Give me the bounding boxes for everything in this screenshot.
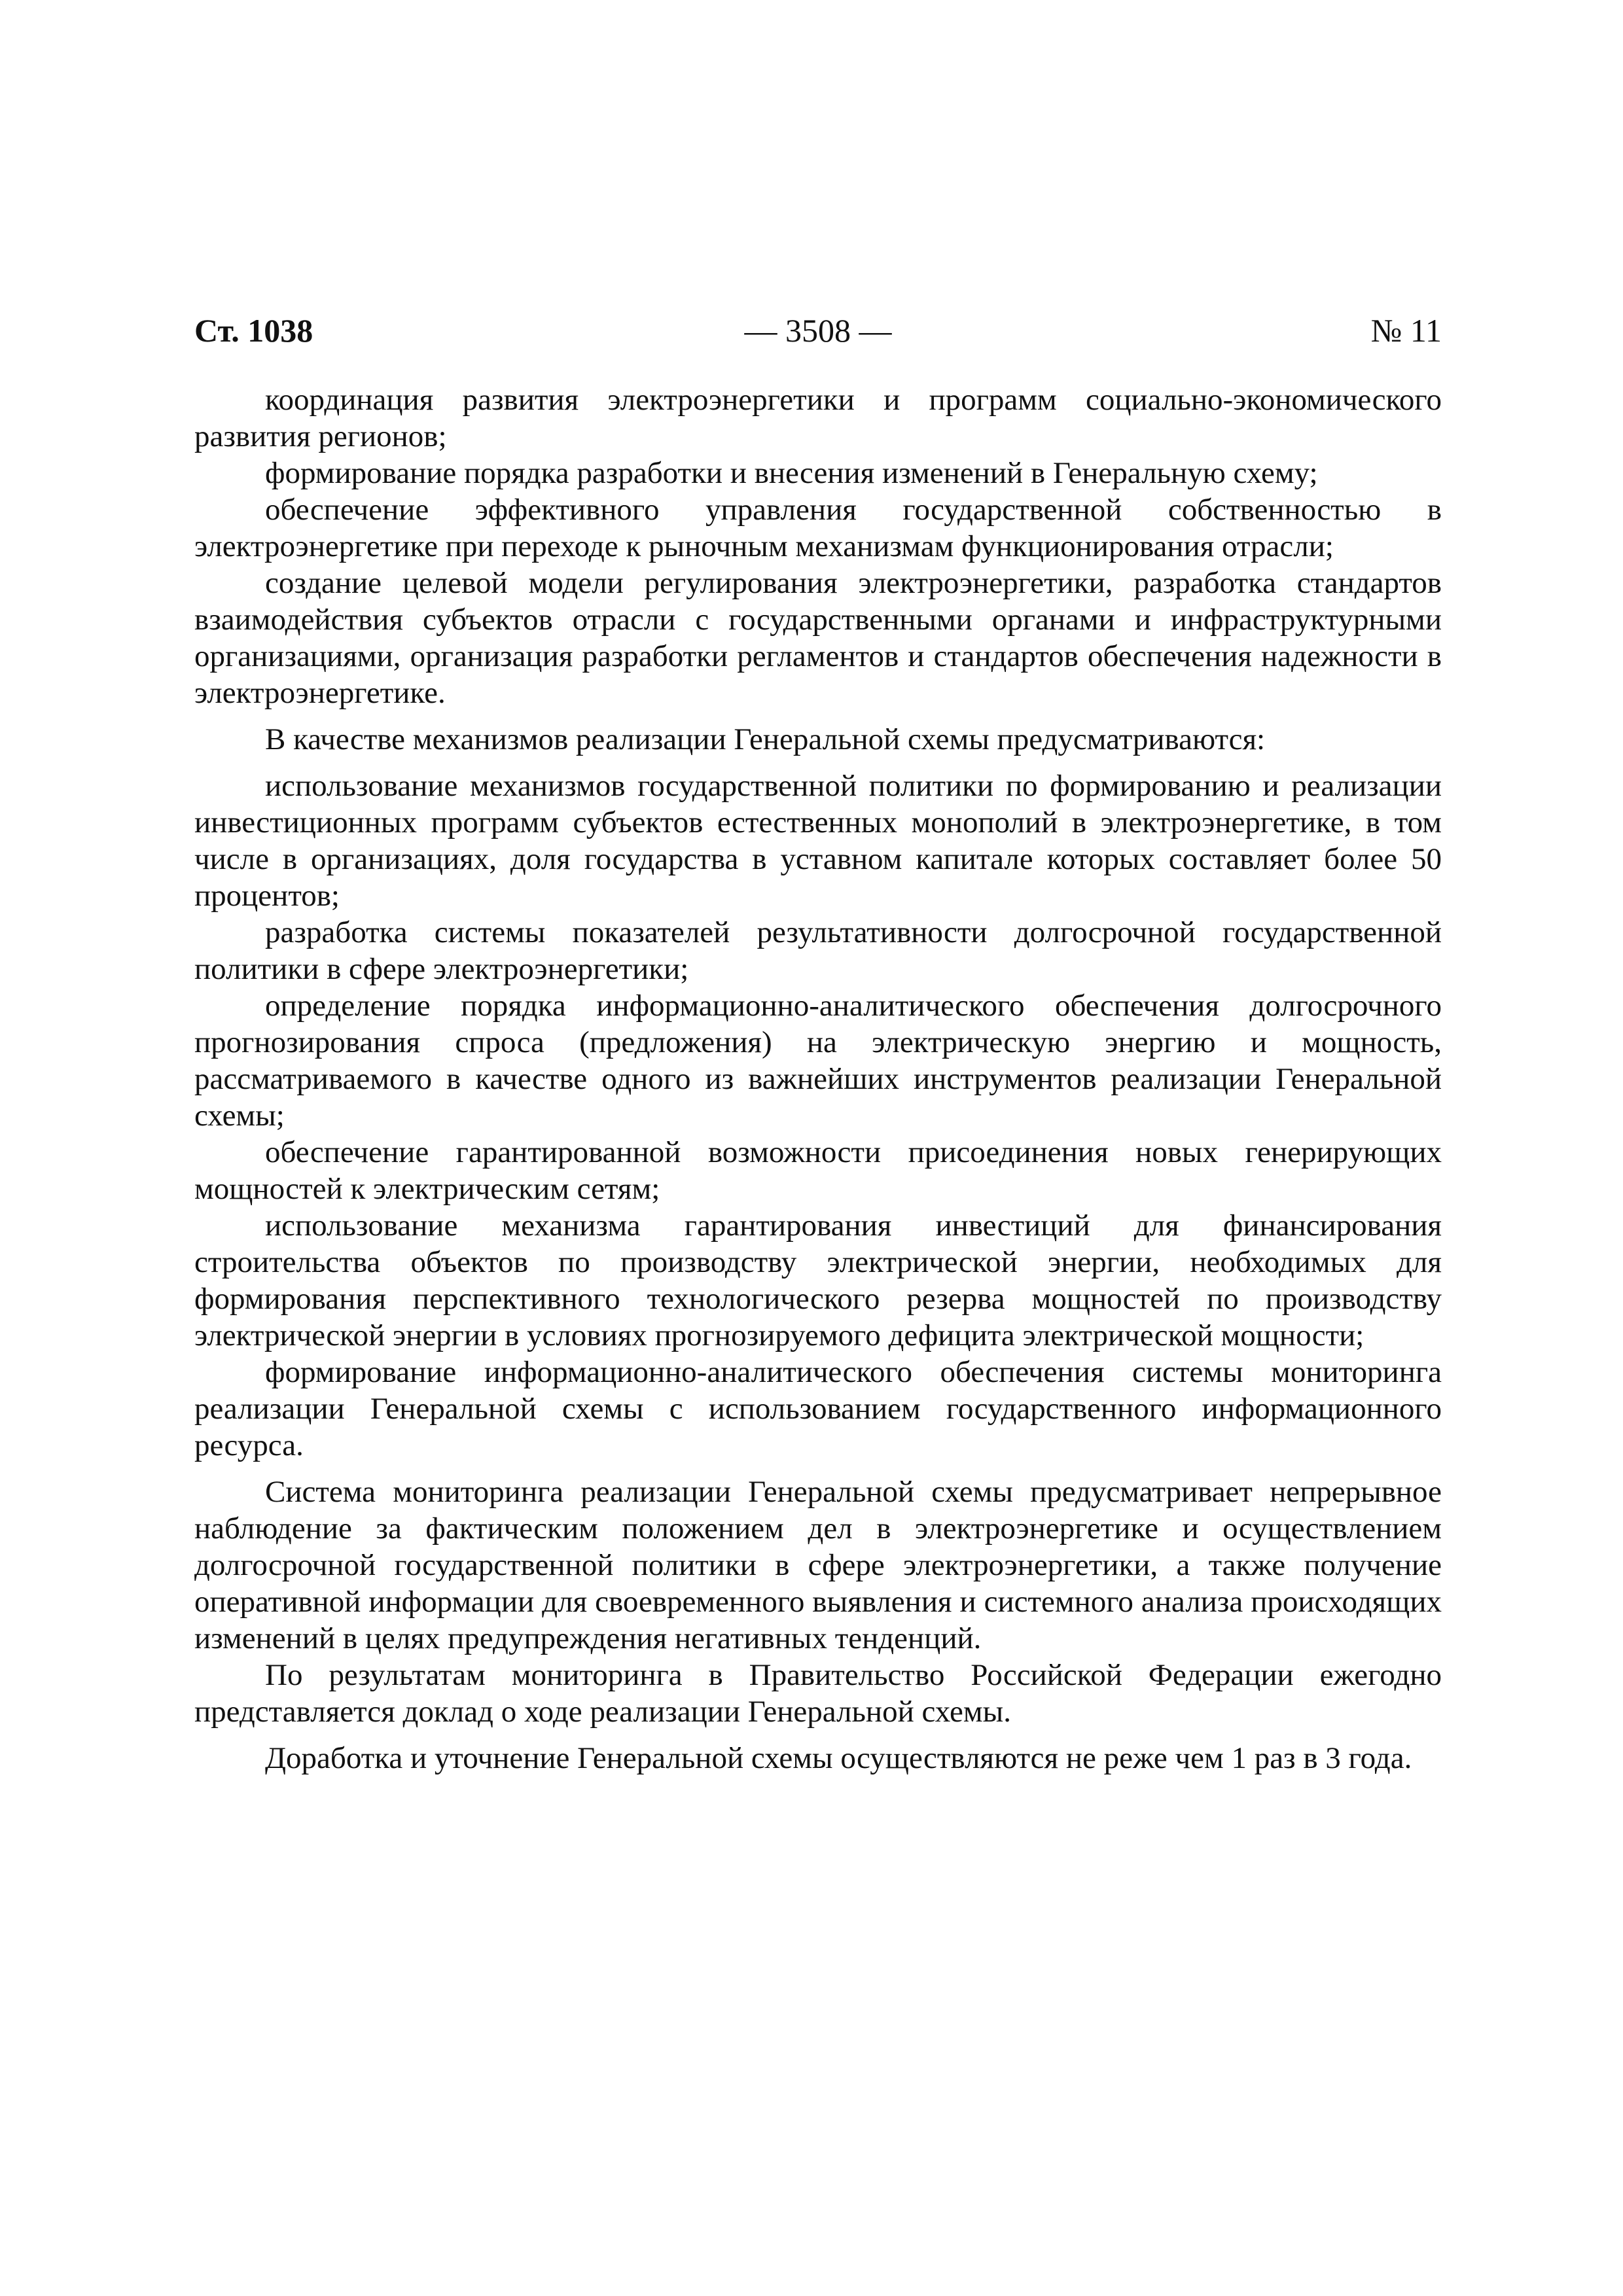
- paragraph: В качестве механизмов реализации Генеральной схемы предусматриваются:: [265, 722, 1266, 756]
- paragraph: формирование информационно-аналитического обеспечения системы мониторинга реализации Генеральной схемы с использованием государственного информационного ресурса.: [194, 1355, 1442, 1462]
- paragraph: использование механизмов государственной политики по формированию и реализации инвестиционных программ субъектов естественных монополий в электроэнергетике, в том числе в организациях, доля государства в уставном капитале которых составляет более 50 процентов;: [194, 769, 1442, 913]
- paragraph: формирование порядка разработки и внесения изменений в Генеральную схему;: [265, 456, 1318, 490]
- paragraph: определение порядка информационно-аналитического обеспечения долгосрочного прогнозирования спроса (предложения) на электрическую энергию и мощность, рассматриваемого в качестве одного из важнейших инструментов реализации Генеральной схемы;: [194, 989, 1442, 1133]
- paragraph: разработка системы показателей результативности долгосрочной государственной политики в сфере электроэнергетики;: [194, 915, 1442, 986]
- article-number: Ст. 1038: [194, 312, 313, 349]
- page-header: [194, 308, 1442, 353]
- paragraph: обеспечение эффективного управления государственной собственностью в электроэнергетике при переходе к рыночным механизмам функционирования отрасли;: [194, 493, 1442, 563]
- paragraph: координация развития электроэнергетики и программ социально-экономического развития регионов;: [194, 383, 1442, 453]
- document-body: [194, 381, 1442, 1776]
- paragraph: использование механизма гарантирования инвестиций для финансирования строительства объектов по производству электрической энергии, необходимых для формирования перспективного технологического резерва мощностей по производству электрической энергии в условиях прогнозируемого дефицита электрической мощности;: [194, 1209, 1442, 1352]
- paragraph: По результатам мониторинга в Правительство Российской Федерации ежегодно представляется доклад о ходе реализации Генеральной схемы.: [194, 1658, 1442, 1729]
- issue-number: № 11: [1370, 312, 1442, 349]
- paragraph: Система мониторинга реализации Генеральной схемы предусматривает непрерывное наблюдение за фактическим положением дел в электроэнергетике и осуществлением долгосрочной государственной политики в сфере электроэнергетики, а также получение оперативной информации для своевременного выявления и системного анализа происходящих изменений в целях предупреждения негативных тенденций.: [194, 1475, 1442, 1655]
- paragraph: обеспечение гарантированной возможности присоединения новых генерирующих мощностей к электрическим сетям;: [194, 1135, 1442, 1206]
- paragraph: Доработка и уточнение Генеральной схемы осуществляются не реже чем 1 раз в 3 года.: [265, 1741, 1412, 1775]
- page-number: — 3508 —: [744, 312, 892, 349]
- paragraph: создание целевой модели регулирования электроэнергетики, разработка стандартов взаимодействия субъектов отрасли с государственными органами и инфраструктурными организациями, организация разработки регламентов и стандартов обеспечения надежности в электроэнергетике.: [194, 566, 1442, 710]
